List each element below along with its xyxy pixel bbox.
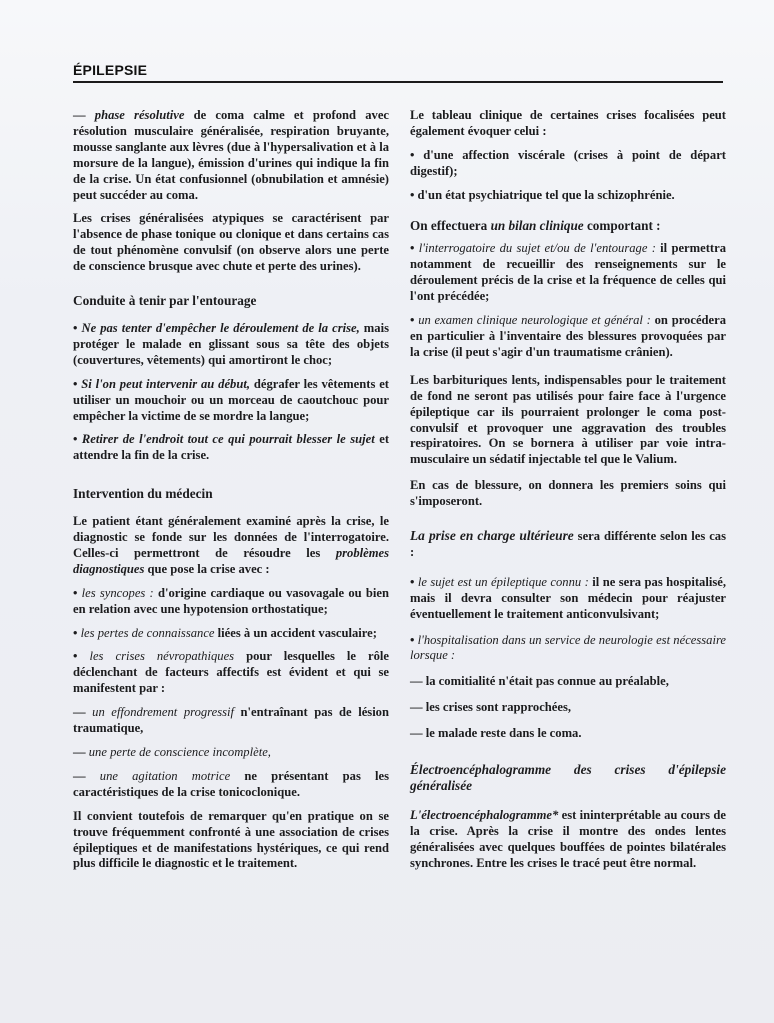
text: dégrafer les vêtements et utiliser un mouchoir ou un morceau de caoutchouc pour empêcher la victime de se mordre la langue; (73, 376, 389, 423)
emphasis: La prise en charge ultérieure (410, 528, 574, 544)
paragraph-prise-en-charge (410, 528, 726, 561)
text: il ne sera pas hospitalisé, mais il devra consulter son médecin pour réajuster éventuellement le traitement anticonvulsivant; (410, 574, 726, 621)
paragraph-crises-focalisees: Le tableau clinique de certaines crises focalisées peut également évoquer celui : (410, 108, 726, 138)
paragraph-blessure: En cas de blessure, on donnera les premiers soins qui s'imposeront. (410, 478, 726, 509)
emphasis: les pertes de connaissance (80, 625, 215, 640)
emphasis: une perte de conscience incomplète, (88, 745, 271, 759)
text: sera différente selon les cas : (410, 529, 726, 559)
list-item (73, 432, 389, 464)
text: on procédera en particulier à l'inventaire des blessures provoquées par la crise (il peut s'agir d'un traumatisme crânien). (410, 313, 727, 359)
list-item: • d'une affection viscérale (crises à point de départ digestif); (410, 147, 726, 178)
emphasis: les crises névropathiques (89, 649, 235, 664)
emphasis: un examen clinique neurologique et général : (418, 313, 651, 328)
text: liées à un accident vasculaire; (214, 625, 377, 640)
dash-item (73, 745, 389, 761)
list-item (410, 575, 726, 623)
dash-item: — le malade reste dans le coma. (410, 726, 582, 741)
text: il permettra notamment de recueillir des renseignements sur le déroulement précis de la crise et la fréquence de celles qui l'ont précédée; (410, 241, 726, 304)
header-rule (73, 81, 723, 83)
text: est ininterprétable au cours de la crise. Après la crise il montre des ondes lentes généralisées avec quelques bouffées de pointes bilatérales synchrones. Entre les crises le tracé peut être normal. (410, 808, 726, 870)
list-item (73, 377, 389, 425)
bullet: • (410, 574, 418, 589)
paragraph-phase-resolutive (73, 108, 389, 203)
emphasis: L'électroencéphalogramme* (410, 808, 559, 823)
text: n'entraînant pas de lésion traumatique, (73, 705, 389, 736)
emphasis: problèmes diagnostiques (73, 545, 389, 576)
paragraph-crises-atypiques: Les crises généralisées atypiques se caractérisent par l'absence de phase tonique ou clonique et dans certains cas de tout phénomène convulsif (on observe alors une perte de conscience brusque avec chute et perte des urines). (73, 211, 389, 274)
bullet: • (73, 432, 82, 447)
list-item (73, 649, 389, 697)
emphasis: Retirer de l'endroit tout ce qui pourrait blesser le sujet (81, 432, 375, 447)
page-header (73, 62, 723, 83)
list-item (73, 586, 389, 618)
dash: — (73, 745, 89, 759)
emphasis: une agitation motrice (99, 768, 231, 783)
bullet: • (73, 320, 82, 335)
section-heading-entourage: Conduite à tenir par l'entourage (73, 293, 257, 309)
emphasis: un bilan clinique (490, 217, 584, 233)
emphasis: l'interrogatoire du sujet et/ou de l'entourage : (418, 241, 656, 256)
bullet: • (73, 649, 90, 664)
text: de coma calme et profond avec résolution musculaire généralisée, respiration bruyante, mousse sanglante aux lèvres (due à l'hypersalivation et à la morsure de la langue), émission d'urines qui indique la fin de la crise. Un état confusionnel (obnubilation et amnésie) peut succéder au coma. (73, 108, 390, 202)
dash: — (73, 768, 100, 783)
list-item: • d'un état psychiatrique tel que la schizophrénie. (410, 187, 675, 202)
emphasis: un effondrement progressif (92, 705, 234, 720)
dash-item: — les crises sont rapprochées, (410, 700, 572, 715)
text: et attendre la fin de la crise. (73, 432, 390, 463)
emphasis: les syncopes : (81, 585, 154, 600)
bullet: • (410, 313, 419, 328)
list-item (73, 321, 389, 369)
section-heading-eeg: Électroencéphalogramme des crises d'épilepsie généralisée (410, 762, 726, 794)
bullet: • (73, 585, 82, 600)
left-column (73, 108, 389, 880)
paragraph-eeg (410, 808, 726, 872)
list-item (73, 626, 389, 642)
text: comportant : (583, 217, 661, 233)
right-column (410, 108, 726, 880)
bullet: • (73, 625, 81, 640)
list-item (410, 633, 726, 665)
paragraph-intro-diagnostic (73, 514, 389, 578)
section-heading-medecin: Intervention du médecin (73, 486, 213, 502)
bullet: • (410, 632, 418, 647)
dash: — (73, 705, 93, 720)
dash-item (73, 705, 389, 737)
text: d'origine cardiaque ou vasovagale ou bien en relation avec une hypotension orthostatique; (73, 585, 389, 616)
list-item (410, 241, 726, 305)
paragraph-closing: Il convient toutefois de remarquer qu'en pratique on se trouve fréquemment confronté à une association de crises épileptiques et de manifestations hystériques, ce qui rend plus difficile le diagnostic et le traitement. (73, 808, 389, 871)
text: Le patient étant généralement examiné après la crise, le diagnostic se fonde sur les données de l'interrogatoire. Celles-ci permettront de résoudre les (73, 514, 389, 560)
list-item (410, 313, 726, 361)
emphasis: l'hospitalisation dans un service de neurologie est nécessaire lorsque : (410, 632, 726, 663)
emphasis: phase résolutive (94, 108, 185, 122)
emphasis: le sujet est un épileptique connu : (417, 574, 589, 589)
bullet: • (410, 241, 419, 256)
running-title: ÉPILEPSIE (73, 62, 148, 78)
dash-item (73, 769, 389, 801)
paragraph-barbituriques: Les barbituriques lents, indispensables pour le traitement de fond ne seront pas utilisés pour faire face à l'urgence épileptique car ils pourraient prolonger le coma post-convulsif et provoquer une aggravation des troubles respiratoires. On se bornera à utiliser par voie intra-musculaire un sédatif injectable tel que le Valium. (410, 372, 726, 467)
text: mais protéger le malade en glissant sous sa tête des objets (couvertures, vêtements) qui amortiront le choc; (73, 320, 389, 367)
text: que pose la crise avec : (144, 561, 270, 576)
text: pour lesquelles le rôle déclenchant de facteurs affectifs est évident et qui se manifestent par : (73, 649, 390, 696)
bullet: • (73, 376, 82, 391)
dash-item: — la comitialité n'était pas connue au préalable, (410, 674, 669, 689)
emphasis: Si l'on peut intervenir au début, (81, 376, 250, 391)
paragraph-bilan (410, 218, 726, 234)
emphasis: Ne pas tenter d'empêcher le déroulement de la crise, (81, 320, 360, 335)
dash: — (73, 108, 95, 122)
text: ne présentant pas les caractéristiques de la crise tonicoclonique. (73, 768, 390, 799)
text: On effectuera (410, 217, 491, 233)
